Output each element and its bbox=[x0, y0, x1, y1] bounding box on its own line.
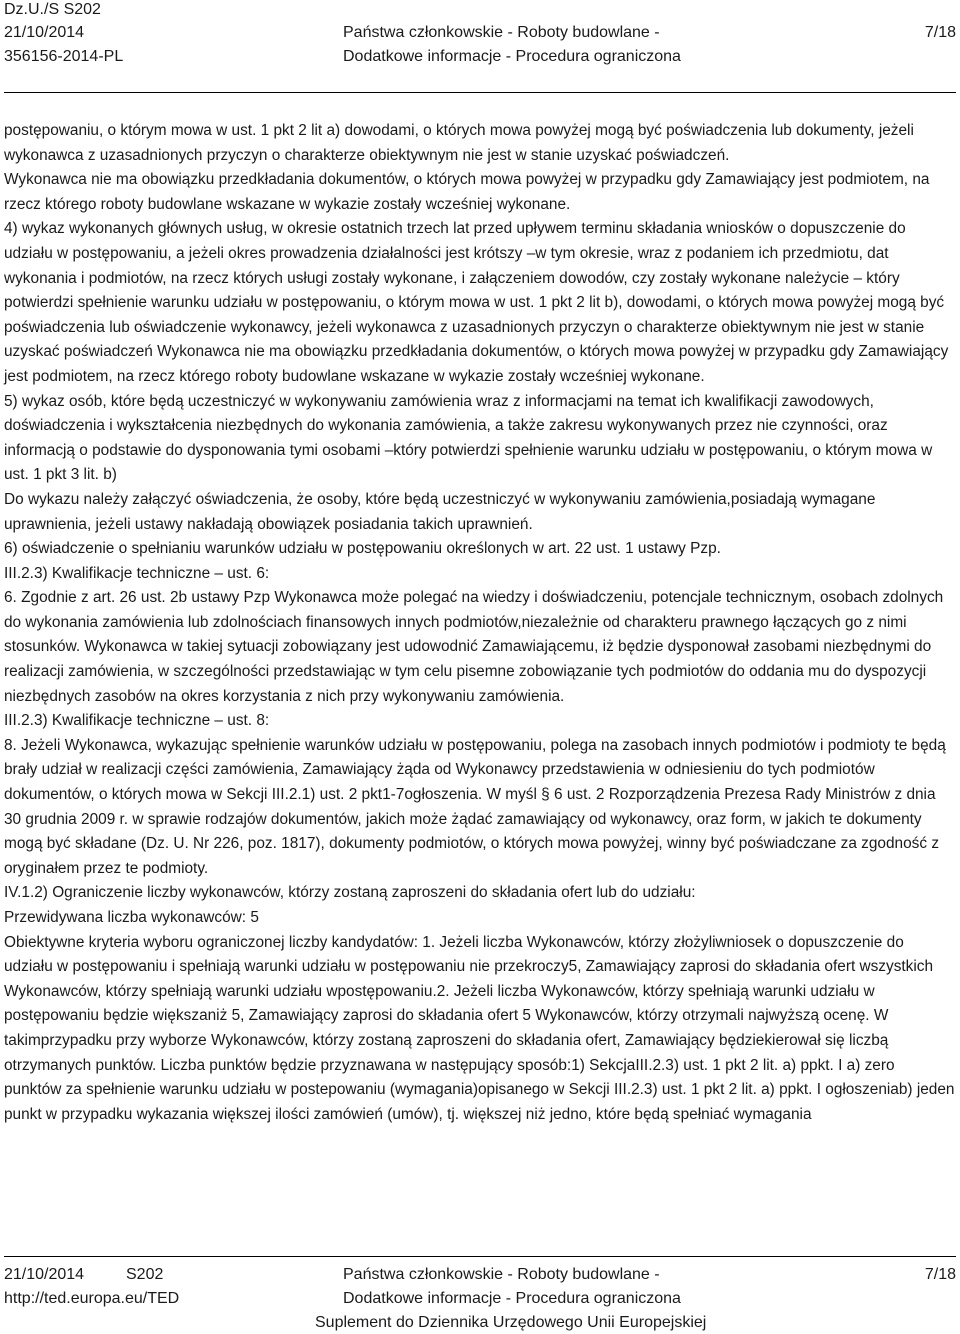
section-heading: III.2.3) Kwalifikacje techniczne – ust. 6: bbox=[4, 564, 270, 582]
section-heading: III.2.3) Kwalifikacje techniczne – ust. 8: bbox=[4, 712, 270, 730]
header-page-number: 7/18 bbox=[924, 24, 956, 41]
paragraph: 5) wykaz osób, które będą uczestniczyć w wykonywaniu zamówienia wraz z informacjami na temat ich kwalifikacji zawodowych, doświadczenia i wykształcenia niezbędnych do wykonania zamówienia, a także zakresu wykonywanych przez nie czynności, oraz informacją o podstawie do dysponowania tymi osobami –który potwierdzi spełnienie warunku udziału w postępowaniu, o którym mowa w ust. 1 pkt 3 lit. b) bbox=[4, 392, 933, 484]
paragraph: Przewidywana liczba wykonawców: 5 bbox=[4, 909, 259, 926]
footer-title-line3: Suplement do Dziennika Urzędowego Unii Europejskiej bbox=[315, 1314, 707, 1331]
header-title-line1: Państwa członkowskie - Roboty budowlane - bbox=[343, 24, 660, 41]
paragraph: postępowaniu, o którym mowa w ust. 1 pkt 2 lit a) dowodami, o których mowa powyżej mogą być poświadczenia lub dokumenty, jeżeli wykonawca z uzasadnionych przyczyn o charakterze obiektywnym nie jest w stanie uzyskać poświadczeń. bbox=[4, 122, 914, 164]
footer-title-line1: Państwa członkowskie - Roboty budowlane - bbox=[343, 1266, 660, 1283]
header-title-line2: Dodatkowe informacje - Procedura ograniczona bbox=[343, 48, 681, 65]
paragraph: 8. Jeżeli Wykonawca, wykazując spełnienie warunków udziału w postępowaniu, polega na zasobach innych podmiotów i podmioty te będą brały udział w realizacji części zamówienia, Zamawiający żąda od Wykonawcy przedstawienia w odniesieniu do tych podmiotów dokumentów, o których mowa w Sekcji III.2.1) ust. 2 pkt1-7ogłoszenia. W myśl § 6 ust. 2 Rozporządzenia Prezesa Rady Ministrów z dnia 30 grudnia 2009 r. w sprawie rodzajów dokumentów, jakich może żądać zamawiający od wykonawcy, oraz form, w jakich te dokumenty mogą być składane (Dz. U. Nr 226, poz. 1817), dokumenty podmiotów, o których mowa powyżej, winny być poświadczane za zgodność z oryginałem przez te podmioty. bbox=[4, 736, 946, 877]
footer-rule bbox=[4, 1256, 956, 1257]
paragraph: Obiektywne kryteria wyboru ograniczonej liczby kandydatów: 1. Jeżeli liczba Wykonawców, którzy złożyliwniosek o dopuszczenie do udziału w postępowaniu i spełniają warunki udziału w postępowaniu nie przekroczy5, Zamawiający zaprosi do składania ofert wszystkich Wykonawców, którzy spełniają warunki udziału wpostępowaniu.2. Jeżeli liczba Wykonawców, którzy spełniają warunki udziału w postępowaniu będzie większaniż 5, Zamawiający zaprosi do składania ofert 5 Wykonawców, którzy otrzymali najwyższą ocenę. W takimprzypadku przy wyborze Wykonawców, którzy zostaną zaproszeni do składania ofert, Zamawiający będziekierował się liczbą otrzymanych punktów. Liczba punktów będzie przyznawana w następujący sposób:1) SekcjaIII.2.3) ust. 1 pkt 2 lit. a) ppkt. I a) zero punktów za spełnienie warunku udziału w postepowaniu (wymagania)opisanego w Sekcji III.2.3) ust. 1 pkt 2 lit. a) ppkt. I ogłoszeniab) jeden punkt w przypadku wykazania większej ilości zamówień (umów), tj. większej niż jedno, które będą spełniać wymagania bbox=[4, 933, 955, 1123]
footer-title-line2: Dodatkowe informacje - Procedura ograniczona bbox=[343, 1290, 681, 1307]
footer-date: 21/10/2014 bbox=[4, 1266, 85, 1283]
paragraph: Wykonawca nie ma obowiązku przedkładania dokumentów, o których mowa powyżej w przypadku gdy Zamawiający jest podmiotem, na rzecz którego roboty budowlane wskazane w wykazie zostały wcześniej wykonane. bbox=[4, 171, 930, 213]
paragraph: 6. Zgodnie z art. 26 ust. 2b ustawy Pzp Wykonawca może polegać na wiedzy i doświadczeniu, potencjale technicznym, osobach zdolnych do wykonania zamówienia lub zdolnościach finansowych innych podmiotów,niezależnie od charakteru prawnego łączących go z nimi stosunków. Wykonawca w takiej sytuacji zobowiązany jest udowodnić Zamawiającemu, iż będzie dysponował zasobami niezbędnymi do realizacji zamówienia, w szczególności przedstawiając w tym celu pisemne zobowiązanie tych podmiotów do oddania mu do dyspozycji niezbędnych zasobów na okres korzystania z nich przy wykonywaniu zamówienia. bbox=[4, 589, 944, 705]
footer-series: S202 bbox=[126, 1266, 164, 1283]
footer-url-link[interactable]: http://ted.europa.eu/TED bbox=[4, 1290, 180, 1307]
header-date: 21/10/2014 bbox=[4, 24, 85, 41]
paragraph: Do wykazu należy załączyć oświadczenia, że osoby, które będą uczestniczyć w wykonywaniu zamówienia,posiadają wymagane uprawnienia, jeżeli ustawy nakładają obowiązek posiadania takich uprawnień. bbox=[4, 490, 876, 533]
header-rule bbox=[4, 92, 956, 93]
section-heading: IV.1.2) Ograniczenie liczby wykonawców, którzy zostaną zaproszeni do składania ofert lub do udziału: bbox=[4, 884, 696, 902]
footer-page-number: 7/18 bbox=[924, 1266, 956, 1283]
header-notice-number: 356156-2014-PL bbox=[4, 48, 124, 65]
paragraph: 6) oświadczenie o spełnianiu warunków udziału w postępowaniu określonych w art. 22 ust. 1 ustawy Pzp. bbox=[4, 540, 721, 558]
page-header bbox=[0, 0, 960, 96]
document-body bbox=[4, 119, 956, 1127]
header-doc-id: Dz.U./S S202 bbox=[4, 1, 101, 18]
paragraph: 4) wykaz wykonanych głównych usług, w okresie ostatnich trzech lat przed upływem terminu składania wniosków o dopuszczenie do udziału w postępowaniu, a jeżeli okres prowadzenia działalności jest krótszy –w tym okresie, wraz z podaniem ich przedmiotu, dat wykonania i podmiotów, na rzecz których usługi zostały wykonane, i załączeniem dowodów, czy zostały wykonane należycie – który potwierdzi spełnienie warunku udziału w postępowaniu, o którym mowa w ust. 1 pkt 2 lit b), dowodami, o których mowa powyżej mogą być poświadczenia lub oświadczenie wykonawcy, jeżeli wykonawca z uzasadnionych przyczyn o charakterze obiektywnym nie jest w stanie uzyskać poświadczeń Wykonawca nie ma obowiązku przedkładania dokumentów, o których mowa powyżej w przypadku gdy Zamawiający jest podmiotem, na rzecz którego roboty budowlane wskazane w wykazie zostały wcześniej wykonane. bbox=[4, 220, 949, 385]
